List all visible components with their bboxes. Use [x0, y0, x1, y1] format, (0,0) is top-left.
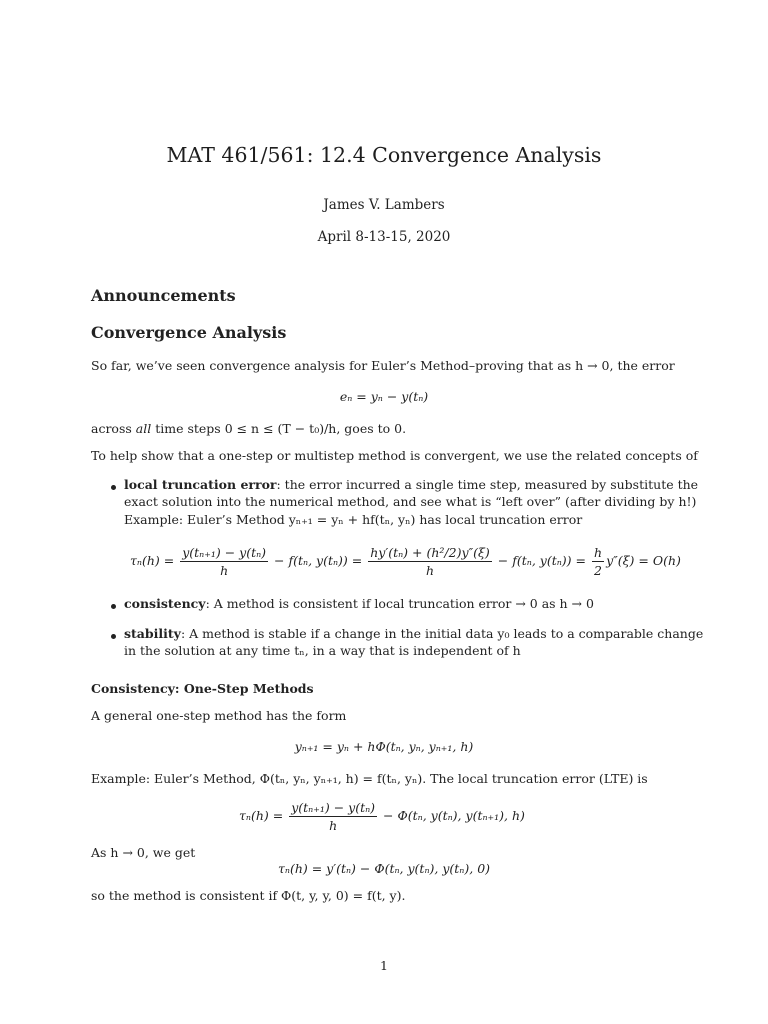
b1-line1: : the error incurred a single time step, measured by substitute the — [276, 477, 699, 492]
equation-lte-euler — [130, 545, 681, 578]
p2-pre: across — [91, 421, 132, 436]
term-stability: stability — [124, 626, 181, 641]
lte2-rhs: − Φ(tₙ, y(tₙ), y(tₙ₊₁), h) — [383, 808, 525, 823]
term-local-truncation-error: local truncation error — [124, 477, 277, 492]
page-number: 1 — [380, 958, 388, 973]
equation-limit: τₙ(h) = y′(tₙ) − Φ(tₙ, y(tₙ), y(tₙ), 0) — [277, 861, 491, 876]
b2-text: : A method is consistent if local truncation error → 0 as h → 0 — [205, 596, 594, 611]
fraction-4-den: h — [329, 818, 338, 833]
section-heading-convergence: Convergence Analysis — [91, 323, 287, 342]
fraction-4 — [289, 800, 377, 833]
fraction-3-den: 2 — [594, 563, 602, 578]
paragraph-time-steps — [91, 421, 406, 436]
b1-line3: Example: Euler’s Method yₙ₊₁ = yₙ + hf(tₙ, yₙ) has local truncation error — [124, 512, 583, 527]
equation-one-step: yₙ₊₁ = yₙ + hΦ(tₙ, yₙ, yₙ₊₁, h) — [294, 739, 474, 754]
lte-mid1: − f(tₙ, y(tₙ)) = — [274, 553, 363, 568]
date: April 8-13-15, 2020 — [317, 229, 451, 245]
equation-error: eₙ = yₙ − y(tₙ) — [339, 389, 429, 404]
lte-mid2: − f(tₙ, y(tₙ)) = — [497, 553, 587, 568]
bullet-dot — [111, 604, 116, 609]
bullet-local-truncation-error — [124, 477, 698, 492]
b3-line2: in the solution at any time tₙ, in a way that is independent of h — [124, 643, 521, 658]
bullet-stability — [124, 626, 703, 641]
paragraph-consistency-condition: so the method is consistent if Φ(t, y, y, 0) = f(t, y). — [91, 888, 406, 903]
equation-lte-general — [239, 800, 525, 833]
fraction-1-den: h — [220, 563, 229, 578]
author: James V. Lambers — [323, 197, 445, 213]
paragraph-limit: As h → 0, we get — [91, 845, 196, 860]
fraction-1-num: y(tₙ₊₁) − y(tₙ) — [182, 545, 267, 560]
p2-emphasis: all — [135, 421, 152, 436]
lte2-lhs: τₙ(h) = — [239, 808, 284, 823]
paragraph-general-form: A general one-step method has the form — [91, 708, 347, 723]
paragraph-euler-example: Example: Euler’s Method, Φ(tₙ, yₙ, yₙ₊₁, h) = f(tₙ, yₙ). The local truncation error (LTE) is — [91, 771, 648, 786]
subsection-heading-consistency: Consistency: One-Step Methods — [91, 681, 314, 696]
term-consistency: consistency — [124, 596, 206, 611]
lte-end: y″(ξ) = O(h) — [606, 553, 681, 568]
fraction-1 — [180, 545, 268, 578]
bullet-dot — [111, 634, 116, 639]
fraction-4-num: y(tₙ₊₁) − y(tₙ) — [291, 800, 376, 815]
p2-post: time steps 0 ≤ n ≤ (T − t₀)/h, goes to 0. — [155, 421, 407, 436]
paragraph-concepts: To help show that a one-step or multistep method is convergent, we use the related concepts of — [91, 448, 698, 463]
section-heading-announcements: Announcements — [91, 286, 236, 305]
page-title: MAT 461/561: 12.4 Convergence Analysis — [166, 143, 602, 167]
fraction-2-num: hy′(tₙ) + (h²/2)y″(ξ) — [370, 545, 490, 560]
b1-line2: exact solution into the numerical method, and see what is “left over” (after dividing by h!) — [124, 494, 697, 509]
fraction-3 — [592, 545, 604, 578]
b3-line1: : A method is stable if a change in the initial data y₀ leads to a comparable change — [180, 626, 704, 641]
bullet-consistency — [124, 596, 594, 611]
fraction-3-num: h — [594, 545, 603, 560]
bullet-dot — [111, 485, 116, 490]
fraction-2 — [368, 545, 492, 578]
lte-lhs: τₙ(h) = — [130, 553, 175, 568]
paragraph-intro: So far, we’ve seen convergence analysis for Euler’s Method–proving that as h → 0, the error — [91, 358, 675, 373]
fraction-2-den: h — [426, 563, 435, 578]
